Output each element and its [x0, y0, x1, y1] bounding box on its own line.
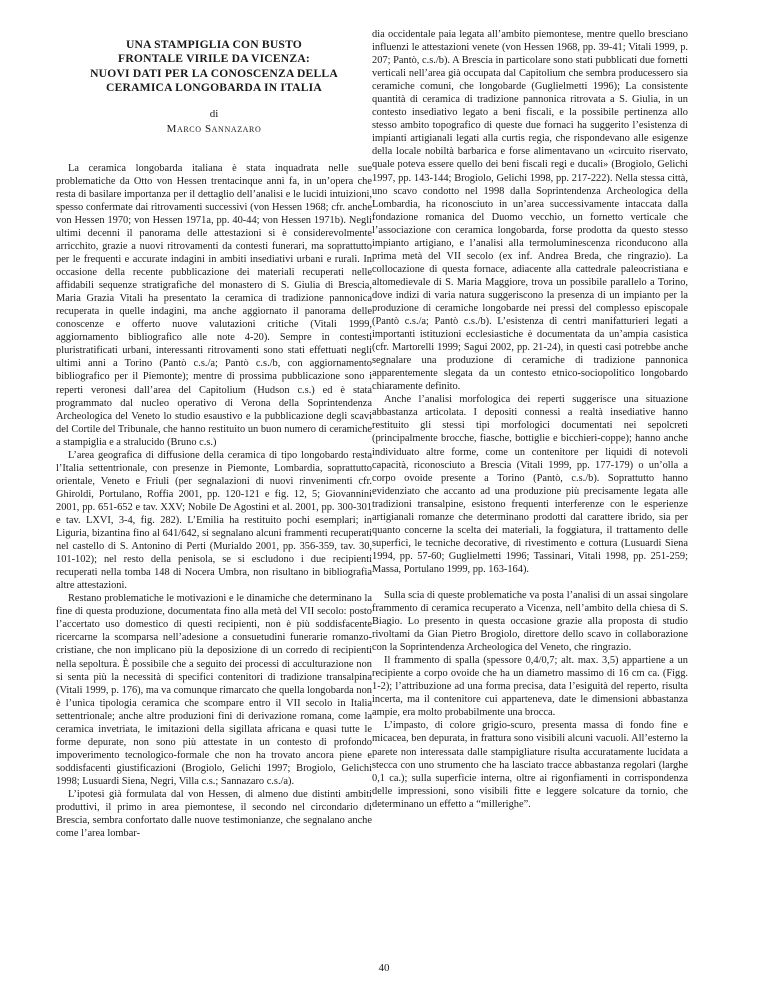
body-paragraph: L’ipotesi già formulata dal von Hessen, di almeno due distinti ambiti produttivi, il primo in area piemontese, il secondo nel circondario di Brescia, sembra confortato dalle nuove testimonianze, che segnalano anche come l’area lombar- — [56, 788, 372, 840]
left-column — [56, 34, 372, 840]
byline-di: di — [209, 107, 219, 120]
body-paragraph: dia occidentale paia legata all’ambito piemontese, mentre quello bresciano influenzi le attestazioni venete (von Hessen 1968, pp. 39-41; Vitali 1999, p. 207; Pantò, c.s./b). A Brescia in particolare sono stati pubblicati due fornetti verticali nell’area già occupata dal Capitolium che sembra producessero sia ceramiche comuni, che longobarde (Guglielmetti 1996); La consistente quantità di ceramica di tradizione pannonica ritrovata a S. Giulia, in un contesto insediativo legato a beni fiscali, e la possibile pertinenza allo stesso ambito topografico di queste due fornaci ha suggerito l’esistenza di impianti artigianali legati alla curtis regia, che rispondevano alle esigenze della locale nobiltà barbarica e forse alimentavano un «circuito riservato, quale poteva essere quello dei beni fiscali regi e ducali» (Brogiolo, Gelichi 1997, pp. 143-144; Brogiolo, Gelichi 1998, pp. 217-222). Nella stessa città, uno scavo condotto nel 1998 dalla Soprintendenza Archeologica della Lombardia, ha riconosciuto in un’area successivamente intaccata dalla fondazione romanica del Duomo vecchio, un fornetto verticale che l’associazione con ceramica longobarda, forse prodotta da questo stesso impianto artigiano, e l’analisi alla termoluminescenza riconducono alla prima metà del VII secolo (ex inf. Andrea Breda, che ringrazio). La collocazione di questa fornace, adiacente alla cattedrale paleocristiana e altomedievale di S. Maria Maggiore, trova un possibile parallelo a Torino, dove indizi di varia natura suggeriscono la presenza di un impianto per la produzione di ceramiche longobarde nei pressi del complesso episcopale (Pantò c.s./a; Pantò c.s./b). L’esistenza di centri manifatturieri legati a importanti istituzioni ecclesiastiche è documentata da un’ampia casistica (cfr. Martorelli 1999; Sagui 2002, pp. 21-24), in questi casi potrebbe anche segnalare una produzione di ceramiche di tradizione pannonica apparentemente slegata da un contesto etnico-sociopolitico longobardo chiaramente definito. — [372, 29, 688, 393]
article-header — [56, 34, 372, 136]
title-line: UNA STAMPIGLIA CON BUSTO — [125, 38, 303, 51]
page-number: 40 — [378, 962, 390, 974]
header-spacer — [56, 150, 372, 162]
body-paragraph: Il frammento di spalla (spessore 0,4/0,7; alt. max. 3,5) appartiene a un recipiente a corpo ovoide che ha un diametro massimo di 16 cm ca. (Figg. 1-2); l’attribuzione ad una forma precisa, data l’esiguità del reperto, risulta incerta, ma il contenitore cui apparteneva, date le dimensioni abbastanza ampie, era molto probabilmente una brocca. — [372, 655, 688, 719]
body-paragraph: L’impasto, di colore grigio-scuro, presenta massa di fondo fine e micacea, ben depurata, in frattura sono visibili alcuni vacuoli. All’esterno la parete non interessata dalle stampigliature risulta accuratamente lucidata a stecca con uno strumento che ha lasciato tracce abbastanza regolari (larghe 0,1 ca.); sulla superficie interna, oltre ai rigonfiamenti in corrispondenza delle impressioni, sono visibili fitte e leggere solcature da tornio, che determinano un effetto a “millerighe”. — [372, 720, 688, 810]
title-line: CERAMICA LONGOBARDA IN ITALIA — [106, 81, 322, 95]
title-line: FRONTALE VIRILE DA VICENZA: — [118, 52, 310, 66]
article-title — [56, 38, 372, 96]
body-paragraph: Anche l’analisi morfologica dei reperti suggerisce una situazione abbastanza articolata. I depositi connessi a realtà insediative hanno restituito gli stessi tipi morfologici documentati nei sepolcreti (principalmente brocche, fiasche, bottiglie e bicchieri-coppe); hanno anche individuato altre forme, come un contenitore per liquidi di notevoli capacità, riconosciuto a Brescia (Vitali 1999, pp. 177-179) o un’olla a corpo ovoide presente a Torino (Pantò, c.s./b). Soprattutto hanno evidenziato che accanto ad una produzione più precisamente legata alle tradizioni transalpine, esistono frequenti interferenze con le esperienze artigianali romanze che determinano prodotti dal carattere ibrido, sia per quanto concerne la scelta dei materiali, la foggiatura, il trattamento delle superfici, le tecniche decorative, di rivestimento e cottura (Lusuardi Siena 1994, pp. 57-60; Guglielmetti 1996; Tassinari, Vitali 1998, pp. 251-259; Massa, Portulano 1999, pp. 163-164). — [372, 394, 688, 575]
right-column — [372, 28, 688, 811]
section-gap — [372, 576, 688, 589]
author-name: Marco Sannazaro — [166, 122, 262, 135]
body-paragraph: Restano problematiche le motivazioni e le dinamiche che determinano la fine di questa produzione, documentata fino alla metà del VII secolo: posto l’accertato uso domestico di questi recipienti, non è più soddisfacente ricercarne la scomparsa nell’adesione a consuetudini funerarie romanzo-cristiane, che non implicano più la deposizione di un corredo di recipienti nella sepoltura. È possibile che a seguito dei processi di acculturazione non si senta più la necessità di specifici contenitori di tradizione transalpina (Vitali 1999, p. 176), ma va comunque rimarcato che quella longobarda non è l’unica tipologia ceramica che scompare entro il VII secolo in Italia settentrionale; anche altre produzioni fini di derivazione romana, come la ceramica invetriata, le imitazioni della sigillata africana e quasi tutte le forme depurate, non sono più attestate in un contesto di profondo impoverimento tecnologico-formale che non ha trovato ancora piene e soddisfacenti giustificazioni (Brogiolo, Gelichi 1997; Brogiolo, Gelichi 1998; Lusuardi Siena, Negri, Villa c.s.; Sannazaro c.s./a). — [56, 593, 372, 787]
body-paragraph: Sulla scia di queste problematiche va posta l’analisi di un assai singolare frammento di ceramica recuperato a Vicenza, nell’ambito della chiesa di S. Biagio. Lo presento in questa occasione grazie alla proposta di studio rivoltami da Gian Pietro Brogiolo, direttore dello scavo in collaborazione con la Soprintendenza Archeologica del Veneto, che ringrazio. — [372, 589, 688, 654]
title-line: NUOVI DATI PER LA CONOSCENZA DELLA — [90, 66, 338, 80]
body-paragraph: La ceramica longobarda italiana è stata inquadrata nelle sue problematiche da Otto von Hessen trentacinque anni fa, in un’opera che resta di basilare importanza per il dettaglio dell’analisi e le lucidi intuizioni, spesso confermate dai ritrovamenti successivi (von Hessen 1968; cfr. anche von Hessen 1970; von Hessen 1971a, pp. 40-44; von Hessen 1971b). Negli ultimi decenni il panorama delle attestazioni si è considerevolmente arricchito, grazie a nuovi ritrovamenti da contesti funerari, ma soprattutto per le frequenti e accurate indagini in ambiti insediativi urbani e rurali. In occasione della recente pubblicazione dei materiali recuperati nelle affidabili sequenze stratigrafiche del monastero di S. Giulia di Brescia, Maria Grazia Vitali ha presentato la ceramica di tradizione pannonica recuperata in quelle indagini, ma anche aggiornato il panorama delle conoscenze e offerto nuove valutazioni critiche (Vitali 1999, aggiornamento bibliografico alle note 4-20). Sempre in contesti pluristratificati urbani, interessanti ritrovamenti sono stati effettuati negli ultimi anni a Torino (Pantò c.s./a; Pantò c.s./b, con aggiornamento bibliografico per il Piemonte); mentre di prossima pubblicazione sono i reperti veronesi dall’area del Capitolium (Hudson c.s.) ed è stata programmato dal nucleo operativo di Verona della Soprintendenza Archeologica del Veneto lo studio esaustivo e la pubblicazione degli scavi del Cortile del Tribunale, che hanno restituito un buon numero di ceramiche a stampiglia e a stralucido (Bruno c.s.) — [56, 162, 372, 448]
body-paragraph: L’area geografica di diffusione della ceramica di tipo longobardo resta l’Italia settentrionale, con presenze in Piemonte, Lombardia, soprattutto orientale, Veneto e Friuli (per segnalazioni di nuovi rinvenimenti cfr. Ghiroldi, Portulano, Roffia 2001, pp. 120-121 e fig. 12, 5; Giovannini 2001, pp. 651-652 e tav. XXV; Nobile De Agostini et al. 2001, pp. 300-301 e tav. LXVI, 3-4, fig. 282). L’Emilia ha restituito pochi esemplari; in Liguria, bizantina fino al 641/642, si segnalano alcuni frammenti recuperati nel castello di S. Antonino di Perti (Murialdo 2001, pp. 356-359, tav. 30, 101-102); nel resto della penisola, se si escludono i due recipienti recuperati nella tomba 148 di Nocera Umbra, non risultano in bibliografia altre attestazioni. — [56, 449, 372, 592]
